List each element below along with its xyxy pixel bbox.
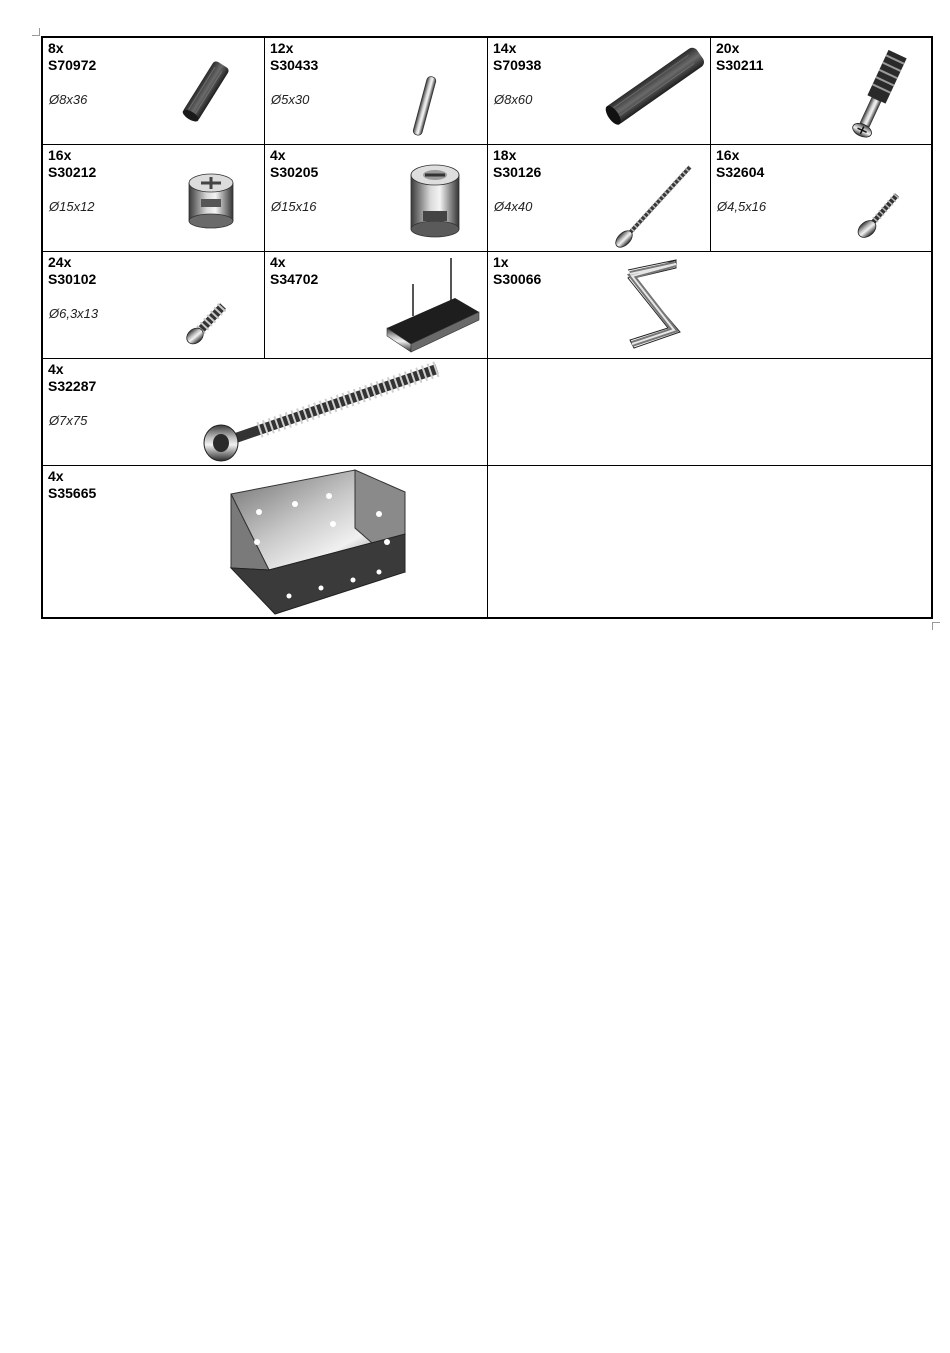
- part-code: S30066: [493, 271, 542, 287]
- part-dimension: Ø5x30: [271, 92, 310, 107]
- short-screw-icon: [855, 189, 903, 241]
- part-cell: [43, 145, 264, 251]
- long-screw-icon: [199, 359, 445, 465]
- part-quantity: 4x: [270, 254, 286, 270]
- pin-icon: [405, 74, 445, 138]
- part-cell: [488, 252, 710, 358]
- part-code: S34702: [270, 271, 319, 287]
- part-quantity: 1x: [493, 254, 509, 270]
- part-code: S30102: [48, 271, 97, 287]
- part-cell: [265, 38, 487, 144]
- cam-lock-tall-icon: [403, 159, 467, 245]
- part-cell: [43, 359, 487, 465]
- part-quantity: 16x: [716, 147, 740, 163]
- part-code: S30205: [270, 164, 319, 180]
- part-quantity: 14x: [493, 40, 517, 56]
- empty-cell: [488, 466, 931, 617]
- part-quantity: 4x: [48, 468, 64, 484]
- nail-glide-icon: [381, 254, 485, 356]
- part-dimension: Ø15x16: [271, 199, 317, 214]
- euro-screw-icon: [183, 296, 233, 346]
- part-cell: [43, 252, 264, 358]
- part-quantity: 20x: [716, 40, 740, 56]
- corner-bracket-icon: [229, 468, 413, 618]
- part-cell: [711, 145, 931, 251]
- connector-bolt-icon: [839, 44, 919, 144]
- part-cell: [265, 252, 487, 358]
- part-code: S30433: [270, 57, 319, 73]
- part-dimension: Ø15x12: [49, 199, 95, 214]
- part-cell: [43, 38, 264, 144]
- cam-lock-icon: [181, 167, 241, 231]
- part-cell: [43, 466, 487, 617]
- part-quantity: 8x: [48, 40, 64, 56]
- wood-screw-icon: [612, 161, 696, 249]
- empty-cell: [711, 252, 931, 358]
- part-code: S35665: [48, 485, 97, 501]
- hardware-parts-table: [41, 36, 933, 619]
- dowel-icon: [171, 56, 241, 126]
- crop-mark-top-left: [32, 28, 40, 36]
- long-dowel-icon: [600, 40, 710, 132]
- part-quantity: 24x: [48, 254, 72, 270]
- part-dimension: Ø4,5x16: [717, 199, 767, 214]
- hex-key-icon: [624, 256, 688, 352]
- part-code: S32604: [716, 164, 765, 180]
- part-cell: [711, 38, 931, 144]
- part-code: S70972: [48, 57, 97, 73]
- part-dimension: Ø6,3x13: [49, 306, 99, 321]
- part-cell: [488, 38, 710, 144]
- part-dimension: Ø4x40: [494, 199, 533, 214]
- part-quantity: 4x: [270, 147, 286, 163]
- part-dimension: Ø8x60: [494, 92, 533, 107]
- part-quantity: 12x: [270, 40, 294, 56]
- empty-cell: [488, 359, 931, 465]
- part-code: S30212: [48, 164, 97, 180]
- part-quantity: 4x: [48, 361, 64, 377]
- part-code: S32287: [48, 378, 97, 394]
- part-quantity: 18x: [493, 147, 517, 163]
- part-cell: [265, 145, 487, 251]
- part-code: S30126: [493, 164, 542, 180]
- part-dimension: Ø7x75: [49, 413, 88, 428]
- part-code: S70938: [493, 57, 542, 73]
- part-quantity: 16x: [48, 147, 72, 163]
- part-dimension: Ø8x36: [49, 92, 88, 107]
- part-cell: [488, 145, 710, 251]
- part-code: S30211: [716, 57, 764, 73]
- crop-mark-bottom-right: [932, 622, 940, 630]
